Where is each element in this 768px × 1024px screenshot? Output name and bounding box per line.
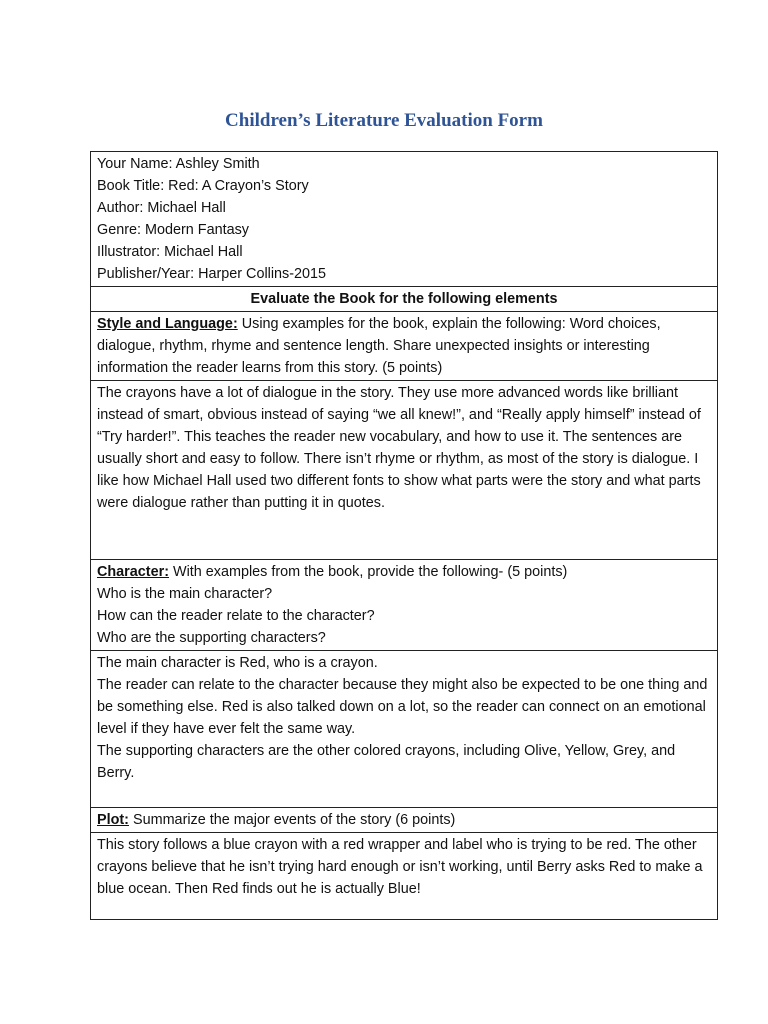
style-language-prompt-row <box>91 312 718 381</box>
your-name-line: Your Name: Ashley Smith <box>97 156 260 172</box>
style-language-answer-row <box>91 381 718 560</box>
style-language-prompt: Using examples for the book, explain the following: Word choices, dialogue, rhythm, rhyme and sentence length. Share unexpected insights or interesting information the reader learns from this story. (5 points) <box>97 316 661 376</box>
plot-prompt-row <box>91 808 718 833</box>
section-heading: Evaluate the Book for the following elements <box>91 287 718 312</box>
character-answer-row <box>91 651 718 808</box>
character-prompt: With examples from the book, provide the following- (5 points) <box>168 564 568 580</box>
book-info-cell <box>91 152 718 287</box>
plot-prompt: Summarize the major events of the story (6 points) <box>128 812 456 828</box>
plot-prompt-cell <box>91 808 718 833</box>
character-question: How can the reader relate to the character? <box>97 608 375 624</box>
character-label: Character: <box>97 564 169 580</box>
book-title-line: Book Title: Red: A Crayon’s Story <box>97 178 309 194</box>
character-question: Who are the supporting characters? <box>97 630 326 646</box>
style-language-label: Style and Language: <box>97 316 238 332</box>
plot-answer-row <box>91 833 718 920</box>
style-language-prompt-cell <box>91 312 718 381</box>
section-heading-row <box>91 287 718 312</box>
character-answer-cell <box>91 651 718 808</box>
evaluation-form-table <box>90 151 718 920</box>
illustrator-line: Illustrator: Michael Hall <box>97 244 243 260</box>
genre-line: Genre: Modern Fantasy <box>97 222 249 238</box>
author-line: Author: Michael Hall <box>97 200 226 216</box>
plot-label: Plot: <box>97 812 129 828</box>
character-question: Who is the main character? <box>97 586 273 602</box>
publisher-year-line: Publisher/Year: Harper Collins-2015 <box>97 266 327 282</box>
book-info-row <box>91 152 718 287</box>
character-prompt-cell <box>91 560 718 651</box>
form-title: Children’s Literature Evaluation Form <box>225 110 543 131</box>
character-answer: The main character is Red, who is a crayon. <box>97 655 378 671</box>
character-answer: The reader can relate to the character because they might also be expected to be one thing and be something else. Red is also talked down on a lot, so the reader can connect on an emotional level if they have ever felt the same way. <box>97 677 708 737</box>
character-prompt-row <box>91 560 718 651</box>
plot-answer: This story follows a blue crayon with a red wrapper and label who is trying to be red. The other crayons believe that he isn’t trying hard enough or isn’t working, until Berry asks Red to make a blue ocean. Then Red finds out he is actually Blue! <box>91 833 718 920</box>
character-answer: The supporting characters are the other colored crayons, including Olive, Yellow, Grey, and Berry. <box>97 743 676 781</box>
style-language-answer: The crayons have a lot of dialogue in the story. They use more advanced words like brilliant instead of smart, obvious instead of saying “we all knew!”, and “Really apply himself” instead of “Try harder!”. This teaches the reader new vocabulary, and how to use it. The sentences are usually short and easy to follow. There isn’t rhyme or rhythm, as most of the story is dialogue. I like how Michael Hall used two different fonts to show what parts were the story and what parts were dialogue rather than putting it in quotes. <box>91 381 718 560</box>
